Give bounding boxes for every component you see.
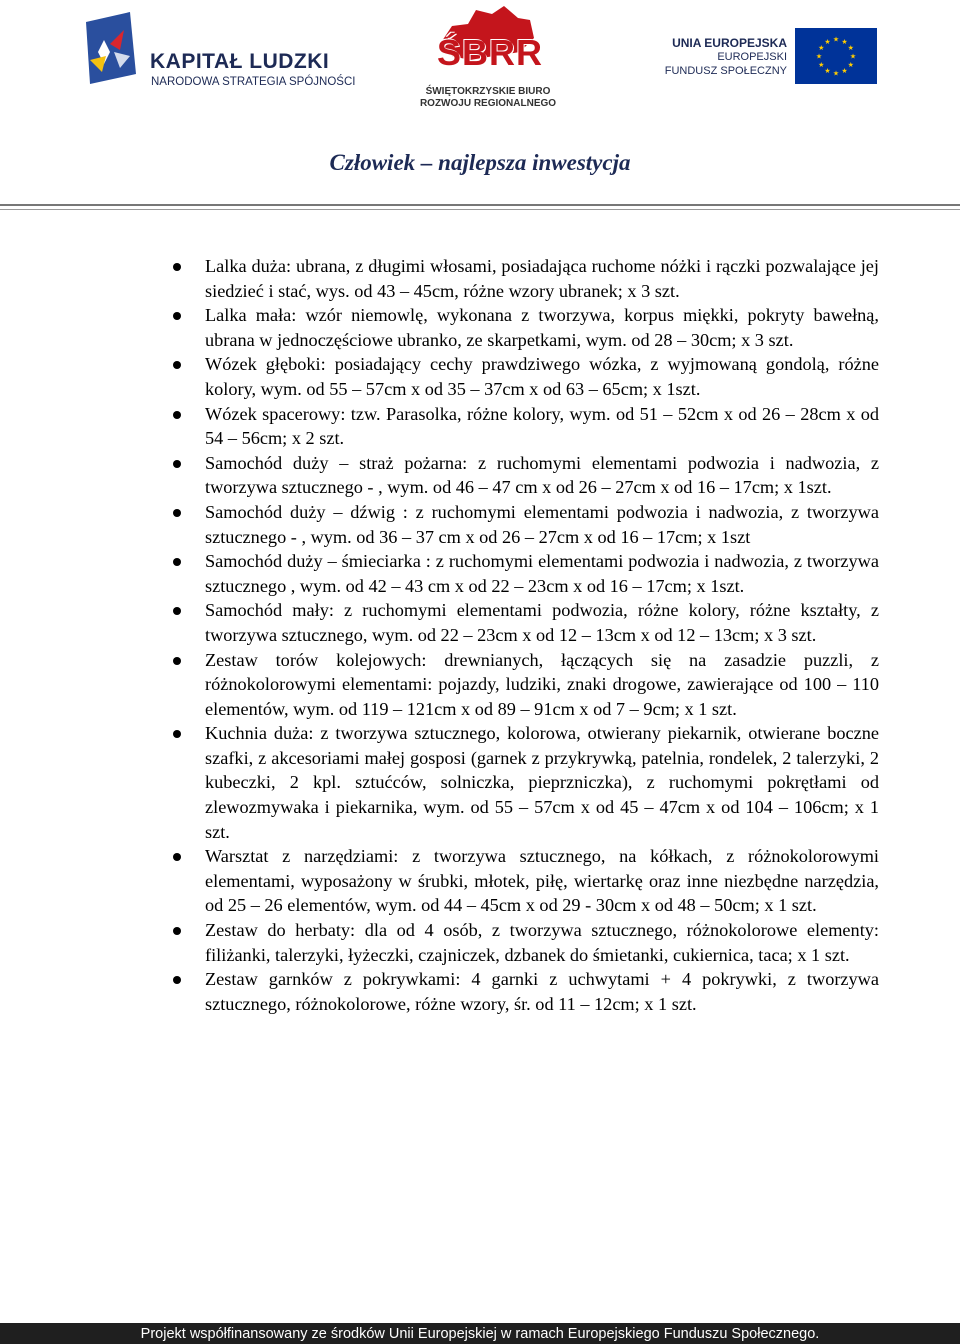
bullet-icon: [173, 853, 181, 861]
list-item-text: Samochód duży – dźwig : z ruchomymi elementami podwozia i nadwozia, z tworzywa sztucznego - , wym. od 36 – 37 cm x od 26 – 27cm x od 16 – 17cm; x 1szt: [205, 501, 879, 547]
list-item: [205, 352, 879, 401]
bullet-icon: [173, 558, 181, 566]
eu-logo-line2: EUROPEJSKI: [717, 51, 787, 63]
eu-logo-line1: UNIA EUROPEJSKA: [672, 36, 787, 50]
header-divider-thin: [0, 209, 960, 210]
list-item-text: Zestaw garnków z pokrywkami: 4 garnki z uchwytami + 4 pokrywki, z tworzywa sztucznego, różnokolorowe, różne wzory, śr. od 11 – 12cm; x 1 szt.: [205, 969, 879, 1014]
list-item: [205, 303, 879, 352]
sbrr-logo: [408, 4, 568, 114]
list-item-text: Lalka duża: ubrana, z długimi włosami, posiadająca ruchome nóżki i rączki pozwalające jej siedzieć i stać, wys. od 43 – 45cm, różne wzory ubranek; x 3 szt.: [205, 256, 879, 301]
list-item-text: Kuchnia duża: z tworzywa sztucznego, kolorowa, otwierany piekarnik, otwierane boczne szafki, z akcesoriami małej gosposi (garnek z przykrywką, patelnia, rondelek, 2 talerzyki, 2 kubeczki, 2 kpl. sztućców, solniczka, pieprzniczka), z ruchomymi pokrętłami od zlewozmywaka i piekarnika, wym. od 55 – 57cm x od 45 – 47cm x od 104 – 106cm; x 1 szt.: [205, 723, 879, 842]
list-item: [205, 549, 879, 598]
sbrr-name-line2: ROZWOJU REGIONALNEGO: [419, 98, 557, 109]
list-item: [205, 648, 879, 722]
list-item-text: Samochód duży – śmieciarka : z ruchomymi elementami podwozia i nadwozia, z tworzywa sztucznego , wym. od 42 – 43 cm x od 22 – 23cm x od 16 – 17cm; x 1szt.: [205, 551, 879, 596]
bullet-icon: [173, 927, 181, 935]
eu-star-icon: ★: [849, 52, 857, 61]
bullet-icon: [173, 607, 181, 615]
list-item-text: Zestaw torów kolejowych: drewnianych, łączących się na zasadzie puzzli, z różnokolorowymi elementami: pojazdy, ludziki, znaki drogowe, zawierające od 100 – 110 elementów, wym. od 119 – 121cm x od 89 – 91cm x od 7 – 9cm; x 1 szt.: [205, 649, 879, 719]
item-list: [0, 254, 960, 1016]
motto: Człowiek – najlepsza inwestycja: [329, 150, 631, 175]
list-item: [205, 844, 879, 918]
eu-logo: [664, 26, 883, 86]
eu-star-icon: ★: [824, 37, 831, 46]
eu-star-icon: ★: [815, 52, 823, 61]
eu-star-icon: ★: [841, 67, 848, 76]
list-item: [205, 254, 879, 303]
kapital-ludzki-logo: [80, 12, 356, 88]
bullet-icon: [173, 976, 181, 984]
bullet-icon: [173, 730, 181, 738]
eu-logo-line3: FUNDUSZ SPOŁECZNY: [664, 65, 787, 77]
list-item: [205, 500, 879, 549]
bullet-icon: [173, 312, 181, 320]
list-item-text: Zestaw do herbaty: dla od 4 osób, z tworzywa sztucznego, różnokolorowe elementy: filiżanki, talerzyki, łyżeczki, czajniczek, dzbanek do śmietanki, cukiernica, taca; x 1 szt.: [205, 920, 879, 965]
kapital-ludzki-subtitle: NARODOWA STRATEGIA SPÓJNOŚCI: [151, 76, 356, 88]
page-footer: Projekt współfinansowany ze środków Unii Europejskiej w ramach Europejskiego Funduszu Społecznego.: [0, 1323, 960, 1344]
list-item: [205, 918, 879, 967]
eu-star-icon: ★: [818, 61, 825, 69]
list-item-text: Samochód mały: z ruchomymi elementami podwozia, różne kolory, różne kształty, z tworzywa sztucznego, wym. od 22 – 23cm x od 12 – 13cm x od 12 – 13cm; x 3 szt.: [205, 600, 879, 645]
page-header: [0, 0, 960, 175]
sbrr-name-line1: ŚWIĘTOKRZYSKIE BIURO: [425, 86, 551, 97]
list-item-text: Samochód duży – straż pożarna: z ruchomymi elementami podwozia i nadwozia, z tworzywa sztucznego - , wym. od 46 – 47 cm x od 26 – 27cm x od 16 – 17cm; x 1szt.: [205, 452, 879, 498]
list-item: [205, 402, 879, 451]
kapital-ludzki-emblem-icon: [80, 12, 140, 87]
header-divider: [0, 204, 960, 206]
bullet-icon: [173, 361, 181, 369]
eu-star-icon: ★: [847, 61, 854, 69]
list-item: [205, 721, 879, 844]
list-item-text: Lalka mała: wzór niemowlę, wykonana z tworzywa, korpus miękki, pokryty bawełną, ubrana w jednoczęściowe ubranko, ze skarpetkami, wym. od 28 – 30cm; x 3 szt.: [205, 305, 879, 350]
bullet-icon: [173, 509, 181, 517]
bullet-icon: [173, 657, 181, 665]
list-item: [205, 598, 879, 647]
list-item-text: Wózek głęboki: posiadający cechy prawdziwego wózka, z wyjmowaną gondolą, różne kolory, wym. od 55 – 57cm x od 35 – 37cm x od 63 – 65cm; x 1szt.: [205, 354, 879, 399]
eu-flag-icon: [795, 28, 877, 84]
list-item-text: Wózek spacerowy: tzw. Parasolka, różne kolory, wym. od 51 – 52cm x od 26 – 28cm x od 54 – 56cm; x 2 szt.: [205, 403, 879, 449]
eu-star-icon: ★: [841, 37, 848, 46]
sbrr-acronym: ŚBRR: [436, 32, 543, 73]
list-item-text: Warsztat z narzędziami: z tworzywa sztucznego, na kółkach, z różnokolorowymi elementami, wyposażony w śrubki, młotek, piłę, wiertarkę oraz inne niezbędne narzędzia, od 25 – 26 elementów, wym. od 44 – 45cm x od 29 - 30cm x od 48 – 50cm; x 1 szt.: [205, 846, 879, 916]
bullet-icon: [173, 460, 181, 468]
eu-star-icon: ★: [847, 44, 854, 52]
bullet-icon: [173, 263, 181, 271]
eu-star-icon: ★: [832, 35, 840, 44]
kapital-ludzki-title: KAPITAŁ LUDZKI: [150, 50, 330, 73]
eu-star-icon: ★: [818, 44, 825, 52]
list-item: [205, 451, 879, 500]
bullet-icon: [173, 411, 181, 419]
document-body: [0, 254, 960, 1016]
eu-star-icon: ★: [824, 67, 831, 76]
list-item: [205, 967, 879, 1016]
eu-star-icon: ★: [832, 69, 840, 78]
